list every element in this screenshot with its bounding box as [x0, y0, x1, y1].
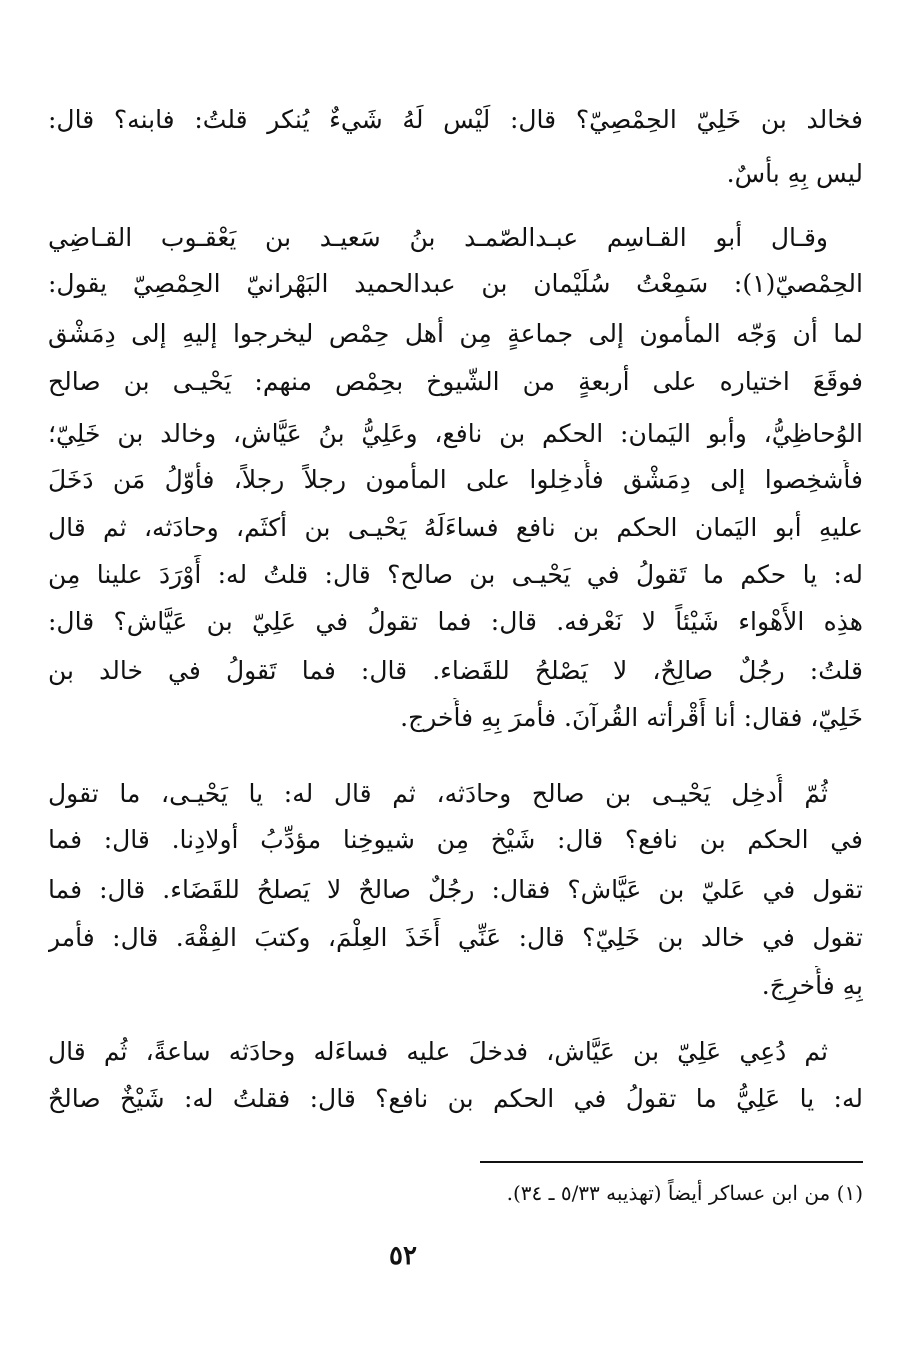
text-line: له: يا حكم ما تَقولُ في يَحْيـى بن صالح؟ قال: قلتُ له: أَوْرَدَ علينا مِن: [48, 560, 863, 589]
text-line: وقـال أبو القـاسِم عبـدالصّمـد بنُ سَعيـد بن يَعْقـوب القـاضِي: [48, 223, 828, 252]
text-line: لما أن وَجّه المأمون إلى جماعةٍ مِن أهل حِمْص ليخرجوا إليهِ إلى دِمَشْق: [48, 319, 863, 348]
text-line: تقول في عَليّ بن عَيَّاش؟ فقال: رجُلٌ صالحٌ لا يَصلحُ للقَضَاء. قال: فما: [48, 875, 863, 904]
text-line: ثم دُعِي عَلِيّ بن عَيَّاش، فدخلَ عليه فساءَله وحادَثه ساعةً، ثُم قال: [48, 1037, 828, 1066]
text-line: ثُمّ أُدخِل يَحْيـى بن صالح وحادَثه، ثم قال له: يا يَحْيـى، ما تقول: [48, 779, 828, 808]
text-line: عليهِ أبو اليَمان الحكم بن نافع فساءَلَهُ يَحْيـى بن أكثَم، وحادَثه، ثم قال: [48, 513, 863, 542]
text-line: له: يا عَلِيُّ ما تقولُ في الحكم بن نافع؟ قال: فقلتُ له: شَيْخٌ صالحٌ: [48, 1084, 863, 1113]
text-line: بِهِ فأُخرِجَ.: [761, 971, 863, 1000]
text-line: هذِه الأَهْواء شَيْئاً لا نَعْرفه. قال: فما تقولُ في عَلِيّ بن عَيَّاش؟ قال:: [48, 607, 863, 636]
text-line: فوقَعَ اختياره على أربعةٍ من الشّيوخ بحِمْص منهم: يَحْيـى بن صالح: [48, 367, 863, 396]
text-line: ليس بِهِ بأسٌ.: [726, 159, 863, 188]
page-number: ٥٢: [389, 1241, 417, 1271]
text-line: الحِمْصيّ(١): سَمِعْتُ سُلَيْمان بن عبدالحميد البَهْرانيّ الحِمْصِيّ يقول:: [48, 269, 863, 298]
text-line: تقول في خالد بن خَلِيّ؟ قال: عَنِّي أَخَذَ العِلْمَ، وكتبَ الفِقْهَ. قال: فأمر: [48, 923, 863, 952]
footnote: (١) من ابن عساكر أيضاً (تهذيبه ٥/٣٣ ـ ٣٤).: [506, 1181, 863, 1205]
text-line: في الحكم بن نافع؟ قال: شَيْخ مِن شيوخِنا مؤدِّبُ أولادِنا. قال: فما: [48, 825, 863, 854]
text-line: خَلِيّ، فقال: أنا أَقْرأته القُرآنَ. فأمرَ بِهِ فأُخرج.: [400, 703, 863, 732]
text-line: الوُحاظِيُّ، وأبو اليَمان: الحكم بن نافع، وعَلِيُّ بنُ عَيَّاش، وخالد بن خَلِيّ؛: [48, 419, 863, 448]
footnote-separator: [480, 1161, 863, 1163]
text-line: قلتُ: رجُلٌ صالِحٌ، لا يَصْلحُ للقَضاء. قال: فما تَقولُ في خالد بن: [48, 656, 863, 685]
text-line: فخالد بن خَلِيّ الحِمْصِيّ؟ قال: لَيْس لَهُ شَيءٌ يُنكر قلتُ: فابنه؟ قال:: [48, 105, 863, 134]
text-line: فأُشخِصوا إلى دِمَشْق فأُدخِلوا على المأمون رجلاً رجلاً، فأوّلُ مَن دَخَلَ: [48, 465, 863, 494]
